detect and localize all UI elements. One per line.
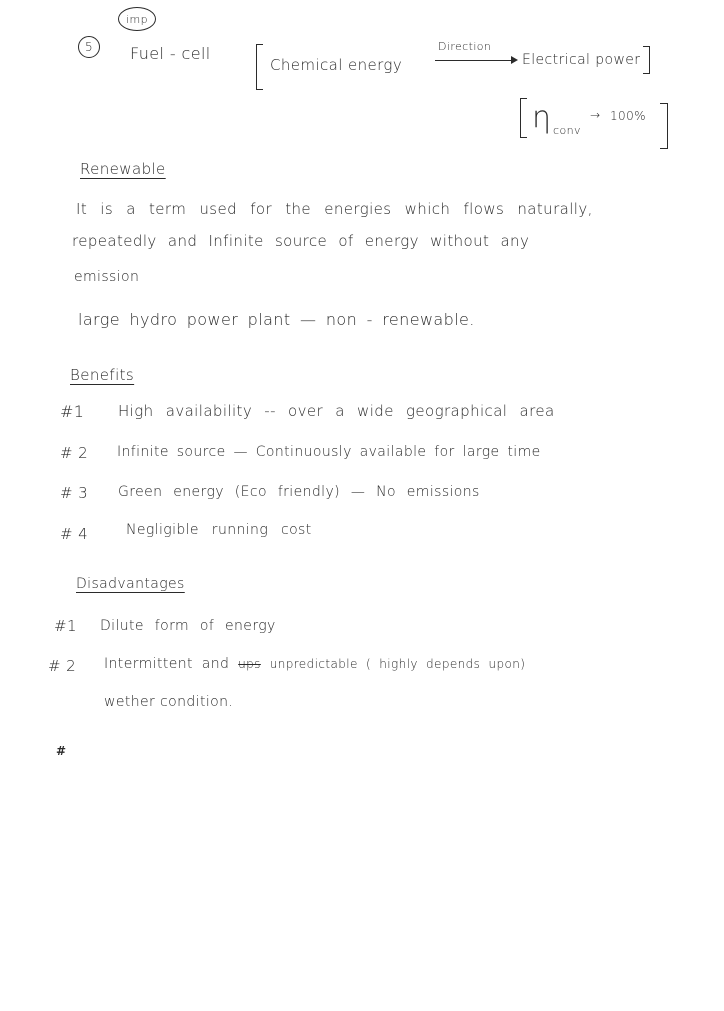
efficiency-value: 100%	[610, 109, 646, 123]
trailing-marker: #	[56, 744, 67, 758]
benefit-text-1: High availability -- over a wide geographical area	[118, 402, 555, 420]
efficiency-subscript: conv	[553, 124, 581, 137]
efficiency-bracket-right	[660, 103, 668, 149]
topic-title: Fuel - cell	[130, 44, 211, 63]
disadvantage-text-2-before: Intermittent and	[104, 656, 230, 672]
conversion-from: Chemical energy	[270, 56, 403, 74]
renewable-definition-line-1: It is a term used for the energies which flows naturally,	[76, 200, 593, 218]
efficiency-bracket-left	[520, 98, 527, 138]
renewable-note: large hydro power plant — non - renewable.	[78, 310, 475, 329]
question-number: 5	[84, 40, 94, 54]
conversion-to: Electrical power	[522, 52, 641, 68]
disadvantage-text-2-struck: ups	[238, 657, 261, 671]
benefit-text-3: Green energy (Eco friendly) — No emissions	[118, 484, 480, 500]
conversion-arrow-head	[511, 56, 518, 64]
benefit-marker-2: # 2	[60, 444, 89, 462]
disadvantage-text-2-after: unpredictable ( highly depends upon)	[269, 657, 526, 671]
disadvantage-text-2	[104, 656, 525, 672]
conversion-bracket-left	[256, 44, 263, 90]
disadvantage-text-2-continuation: wether condition.	[104, 694, 234, 710]
disadvantages-heading: Disadvantages	[76, 576, 185, 592]
benefit-marker-1: #1	[60, 402, 85, 421]
conversion-arrow-label: Direction	[438, 40, 492, 53]
renewable-heading: Renewable	[80, 160, 166, 178]
conversion-bracket-right	[643, 46, 650, 74]
conversion-arrow	[435, 60, 513, 61]
benefit-marker-3: # 3	[60, 484, 89, 502]
benefit-text-4: Negligible running cost	[126, 522, 312, 538]
question-number-circle	[78, 36, 100, 58]
renewable-definition-line-3: emission	[74, 269, 140, 285]
renewable-definition-line-2: repeatedly and Infinite source of energy without any	[72, 232, 530, 250]
imp-tag-circle	[118, 7, 156, 31]
efficiency-arrow: →	[590, 108, 601, 122]
benefits-heading: Benefits	[70, 366, 135, 384]
disadvantage-marker-1: #1	[54, 617, 77, 635]
benefit-marker-4: # 4	[60, 525, 89, 543]
imp-tag: imp	[126, 12, 148, 26]
disadvantage-marker-2: # 2	[48, 657, 77, 675]
efficiency-symbol: η	[532, 100, 552, 135]
disadvantage-text-1: Dilute form of energy	[100, 618, 276, 634]
benefit-text-2: Infinite source — Continuously available for large time	[117, 444, 541, 460]
